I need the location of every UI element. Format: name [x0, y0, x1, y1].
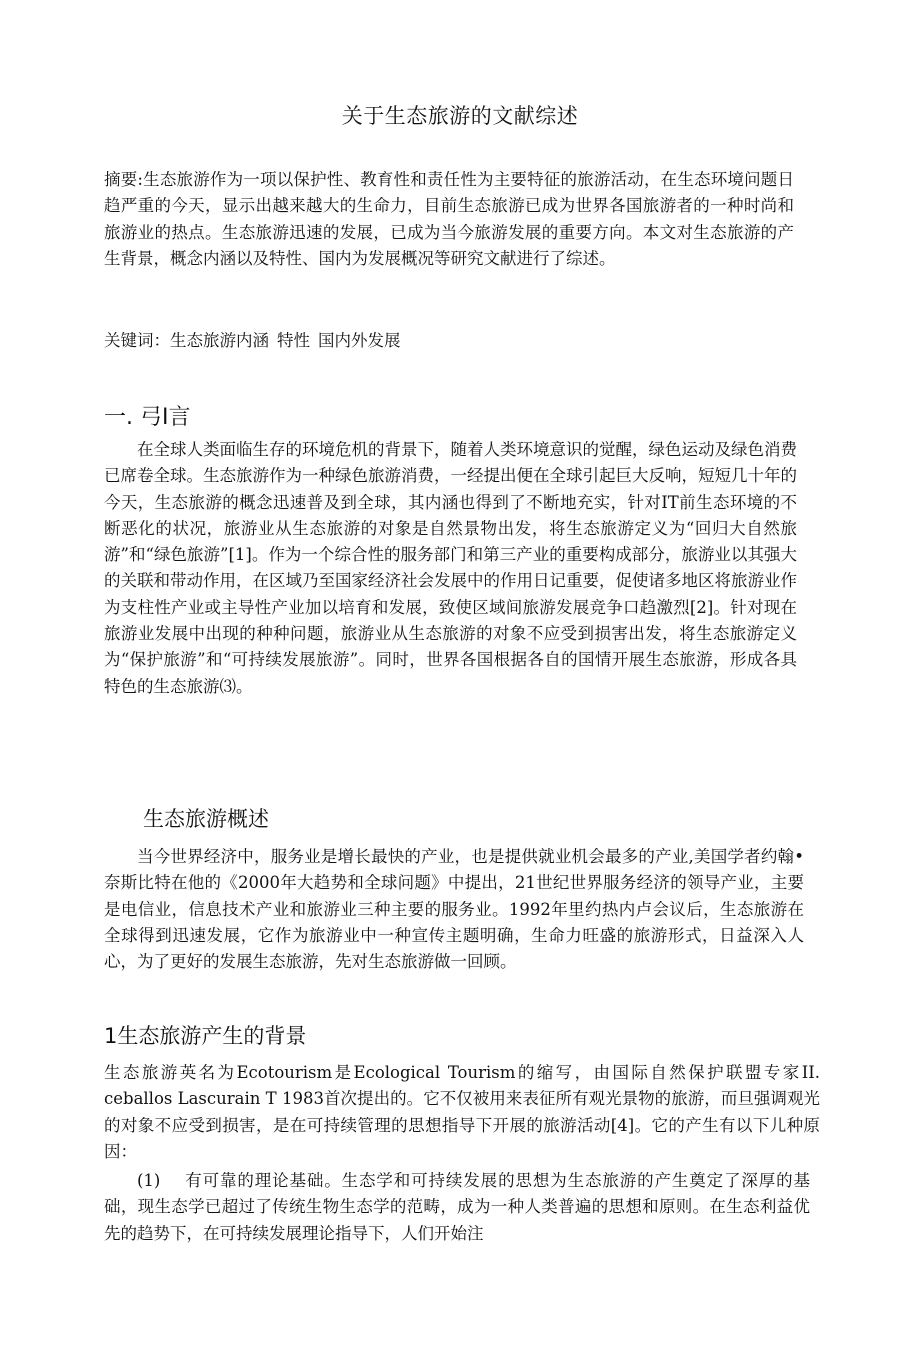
section-heading-background: 1生态旅游产生的背景: [104, 1024, 307, 1048]
introduction-paragraph: 在全球人类面临生存的环境危机的背景下，随着人类环境意识的觉醒，绿色运动及绿色消费已席卷全球。生态旅游作为一种绿色旅游消费，一经提出便在全球引起巨大反响，短短几十年的今天，生态旅游的概念迅速普及到全球，其内涵也得到了不断地充实，针对IT前生态环境的不断恶化的状况，旅游业从生态旅游的对象是自然景物出发，将生态旅游定义为“回归大自然旅游”和“绿色旅游”[1]。作为一个综合性的服务部门和第三产业的重要构成部分，旅游业以其强大的关联和带动作用，在区域乃至国家经济社会发展中的作用日记重要，促使诸多地区将旅游业作为支柱性产业或主导性产业加以培育和发展，致使区域间旅游发展竞争口趋激烈[2]。针对现在旅游业发展中出现的种种问题，旅游业从生态旅游的对象不应受到损害出发，将生态旅游定义为“保护旅游”和“可持续发展旅游”。同时，世界各国根据各自的国情开展生态旅游，形成各具特色的生态旅游⑶。: [104, 440, 797, 696]
reason-number: (1): [137, 1171, 161, 1190]
reason-paragraph: [104, 1168, 810, 1247]
section-heading-overview: 生态旅游概述: [143, 807, 269, 831]
background-paragraph: 生态旅游英名为Ecotourism是Ecological Tourism的缩写，由国际自然保护联盟专家II. ceballos Lascurain T 1983首次提出的。它不仅被用来表征所有观光景物的旅游，而旦强调观光的对象不应受到损害，是在可持续管理的思想指导下开展的旅游活动[4]。它的产生有以下儿种原因：: [104, 1063, 820, 1161]
reason-text: 有可靠的理论基础。生态学和可持续发展的思想为生态旅游的产生奠定了深厚的基础，现生态学已超过了传统生物生态学的范畴，成为一种人类普遍的思想和原则。在生态利益优先的趋势下，在可持续发展理论指导下，人们开始注: [104, 1171, 810, 1243]
keyword-item: 特性: [277, 331, 310, 350]
document-title: 关于生态旅游的文献综述: [341, 104, 579, 128]
keywords-label: 关键词：: [104, 331, 170, 350]
keywords-line: [104, 328, 409, 354]
overview-paragraph: 当今世界经济中，服务业是增长最快的产业，也是提供就业机会最多的产业,美国学者约翰•奈斯比特在他的《2000年大趋势和全球问题》中提出，21世纪世界服务经济的领导产业，主要是电信业，信息技术产业和旅游业三种主要的服务业。1992年里约热内卢会议后，生态旅游在全球得到迅速发展，它作为旅游业中一种宣传主题明确，生命力旺盛的旅游形式，日益深入人心，为了更好的发展生态旅游，先对生态旅游做一回顾。: [104, 847, 804, 972]
keyword-item: 国内外发展: [318, 331, 401, 350]
abstract-paragraph: 摘要:生态旅游作为一项以保护性、教育性和责任性为主要特征的旅游活动，在生态环境问题日趋严重的今天，显示出越来越大的生命力，目前生态旅游已成为世界各国旅游者的一种时尚和旅游业的热点。生态旅游迅速的发展，已成为当今旅游发展的重要方向。本文对生态旅游的产生背景，概念内涵以及特性、国内为发展概况等研究文献进行了综述。: [104, 170, 794, 268]
keyword-item: 生态旅游内涵: [170, 331, 269, 350]
section-heading-introduction: 一. 弓I言: [104, 405, 191, 430]
